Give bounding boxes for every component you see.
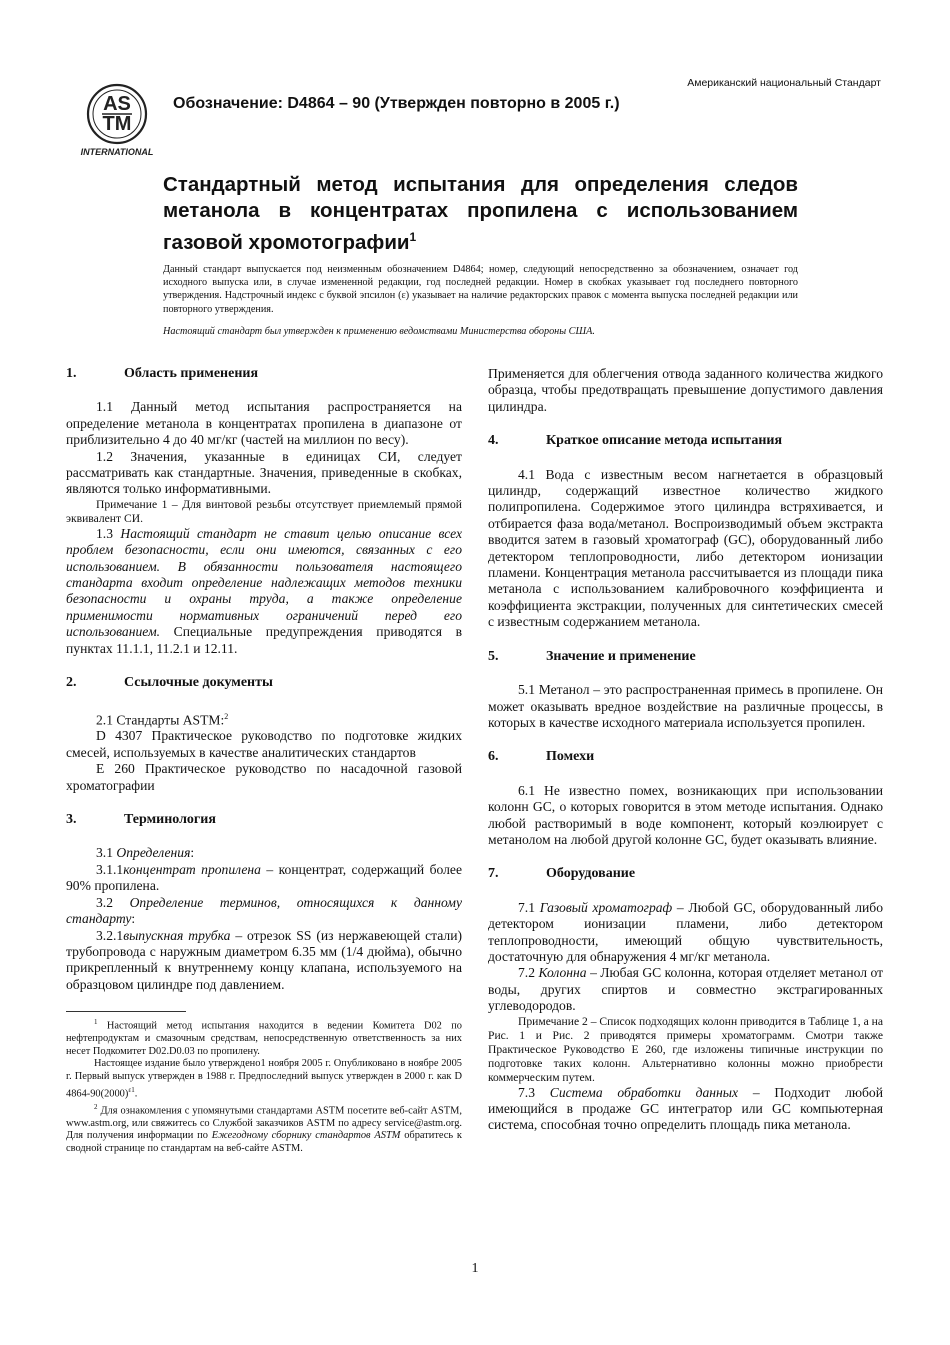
footnote-2: $^2$ Для ознакомления с упомянутыми стандартами ASTM посетите веб-сайт ASTM, www.astm.org, или свяжитесь со Службой заказчиков ASTM по адресу service@astm.org. Для получения информации по Ежегодному сборнику стандартов ASTM обратитесь к сводной странице по стандартам на веб-сайте ASTM. (66, 1102, 462, 1154)
footnote-1-edition: Настоящее издание было утверждено1 ноября 2005 г. Опубликовано в ноябре 2005 г. Первый выпуск утвержден в 1988 г. Предпоследний выпуск утвержден в 2000 г. как D $4864-90(2000)^{\varepsilon 1}$. (66, 1058, 462, 1100)
paragraph-1-3: 1.3 Настоящий стандарт не ставит целью описание всех проблем безопасности, если они имеются, связанных с его использованием. В обязанности пользователя настоящего стандарта входит определение надлежащих методов техники безопасности и охраны труда, а также определение применимости нормативных ограничений перед его использованием. Специальные предупреждения приводятся в пунктах 11.1.1, 11.2.1 и 12.11. (66, 525, 463, 656)
paragraph-3-1-1: 3.1.1концентрат пропилена – концентрат, содержащий более 90% пропилена. (66, 861, 462, 894)
paragraph-2-1: 2.1 Стандарты ASTM:$^2$ (96, 711, 229, 728)
designation: Обозначение: D4864 – 90 (Утвержден повторно в 2005 г.) (173, 95, 620, 112)
paragraph-3-2: 3.2 Определение терминов, относящихся к данному стандарту: (66, 894, 462, 927)
section-4-heading: 4. Краткое описание метода испытания (488, 433, 783, 449)
reference-e260: E 260 Практическое руководство по насадочной газовой хроматографии (66, 761, 462, 793)
astm-logo (76, 82, 158, 158)
paragraph-1-1: 1.1 Данный метод испытания распространяется на определение метанола в концентратах пропилена в диапазоне от приблизительно 4 до 40 мг/кг (частей на миллион по весу). (66, 399, 462, 448)
note-1: Примечание 1 – Для винтовой резьбы отсутствует приемлемый прямой эквивалент СИ. (66, 497, 462, 525)
section-5-heading: 5. Значение и применение (488, 648, 696, 664)
svg-text:AS: AS (103, 93, 131, 115)
paragraph-3-2-1-continued: Применяется для облегчения отвода заданного количества жидкого образца, чтобы предотвращать превышение допустимого давления цилиндра. (488, 366, 883, 414)
paragraph-1-2: 1.2 Значения, указанные в единицах СИ, следует рассматривать как стандартные. Значения, приведенные в скобках, являются только информативными. (66, 448, 462, 497)
footnote-divider (66, 1011, 186, 1012)
section-1-heading: 1. Область применения (66, 366, 259, 381)
astm-logo-icon (76, 82, 158, 158)
svg-text:TM: TM (102, 113, 132, 135)
paragraph-7-3: 7.3 Система обработки данных – Подходит любой имеющийся в продаже GC интегратор или GC компьютерная система, способная точно определить площадь пика метанола. (488, 1084, 884, 1133)
note-2: Примечание 2 – Список подходящих колонн приводится в Таблице 1, а на Рис. 1 и Рис. 2 приводятся примеры хроматограмм. Смотри также Практическое Руководство E 260, где изложены типичные инструкции по подготовке таких колонн. Альтернативно колонны можно приобрести коммерческим путем. (488, 1014, 883, 1084)
svg-text:INTERNATIONAL: INTERNATIONAL (80, 147, 154, 157)
page-number: 1 (471, 1261, 479, 1276)
left-column (66, 366, 462, 1155)
section-7-heading: 7. Оборудование (488, 866, 636, 882)
paragraph-7-1: 7.1 Газовый хроматограф – Любой GC, оборудованный либо детектором ионизации пламени, либо детектором теплопроводности, имеющий общую чувствительность, достаточную для обнаружения 4 мг/кг метанола. (488, 899, 883, 964)
paragraph-3-1: 3.1 Определения: (96, 845, 195, 861)
paragraph-6-1: 6.1 Не известно помех, возникающих при использовании колонн GC, о которых говорится в этом методе испытания. Однако любой растворимый в воде компонент, который коэлюирует с метанолом на любой другой колонне GC, будет оказывать влияние. (488, 782, 883, 847)
paragraph-4-1: 4.1 Вода с известным весом нагнетается в образцовый цилиндр, содержащий известное количество жидкого полипропилена. Содержимое этого цилиндра встряхивается, и отбирается фаза вода/метанол. Воспроизводимый объем экстракта вводится затем в газовый хроматограф (GC), оборудованный либо детектором теплопроводности, либо детектором ионизации пламени. Концентрация метанола рассчитывается из площади пика метанола с использованием калибровочного коэффициента и коэффициента экстракции, полученных для синтетических смесей с известным содержанием метанола. (488, 466, 883, 630)
section-6-heading: 6. Помехи (488, 749, 595, 765)
paragraph-7-2: 7.2 Колонна – Любая GC колонна, которая отделяет метанол от воды, других спиртов и совместно экстрагированных углеводородов. (488, 965, 884, 1014)
reference-d4307: D 4307 Практическое руководство по подготовке жидких смесей, используемых в качестве аналитических стандартов (66, 728, 462, 760)
section-3-heading: 3. Терминология (66, 812, 216, 828)
national-standard-label: Американский национальный Стандарт (687, 77, 881, 89)
preface-text: Данный стандарт выпускается под неизменным обозначением D4864; номер, следующий непосредственно за обозначением, означает год исходного выпуска или, в случае измененной редакции, год последней редакции. Номер в скобках указывает год последнего повторного утверждения. Надстрочный индекс с буквой эпсилон (ε) указывает на наличие редакторских правок с момента выпуска последней редакции или повторного утверждения. (163, 264, 798, 315)
section-2-heading: 2. Ссылочные документы (66, 675, 273, 691)
paragraph-3-2-1: 3.2.1выпускная трубка – отрезок SS (из нержавеющей стали) трубопровода с наружным диаметром 6.35 мм (1/4 дюйма), обычно прикрепленный к внутреннему концу клапана, используемого на образцовом цилиндре под давлением. (66, 927, 462, 992)
right-column (488, 366, 883, 1134)
footnote-1: $^1$ Настоящий метод испытания находится в ведении Комитета D02 по нефтепродуктам и смазочным средствам, непосредственную ответственность за них несет Подкомитет D02.D0.03 по пропилену. (66, 1018, 462, 1057)
dod-approval-note: Настоящий стандарт был утвержден к применению ведомствами Министерства обороны США. (163, 326, 595, 337)
document-title: Стандартный метод испытания для определения следов метанола в концентратах пропилена с использованием газовой хромотографии$^1$ (163, 173, 798, 254)
paragraph-5-1: 5.1 Метанол – это распространенная примесь в пропилене. Он может оказывать вредное воздействие на различные процессы, в которых в качестве исходного материала используется пропилен. (488, 682, 883, 730)
